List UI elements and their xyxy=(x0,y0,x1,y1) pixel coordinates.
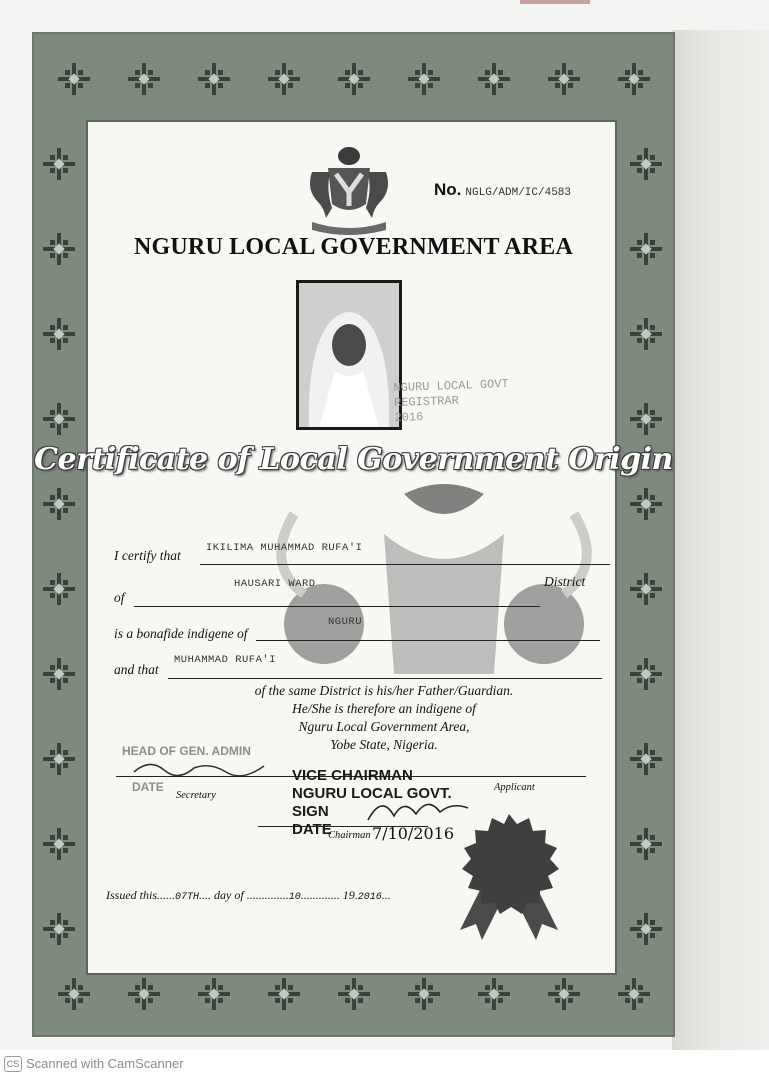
photo-stamp-line: 2016 xyxy=(394,410,424,425)
day-of-label: day of xyxy=(214,888,244,902)
certificate-title: Certificate of Local Government Origin xyxy=(34,442,673,477)
guardian-sentence: of the same District is his/her Father/Guardian. xyxy=(254,683,514,698)
therefore-line-2: Nguru Local Government Area, xyxy=(298,719,470,734)
guardian-name: MUHAMMAD RUFA'I xyxy=(174,654,277,666)
scan-background xyxy=(672,30,769,1050)
district-label: District xyxy=(544,574,586,589)
applicant-label: Applicant xyxy=(494,782,535,793)
photo-stamp-line: REGISTRAR xyxy=(393,393,460,411)
of-label: of xyxy=(114,590,125,605)
certificate-document xyxy=(32,32,675,1037)
vice-chairman-stamp-line: NGURU LOCAL GOVT. xyxy=(292,785,452,802)
applicant-photo xyxy=(296,280,402,430)
therefore-line-1: He/She is therefore an indigene of xyxy=(292,701,476,716)
ward-line xyxy=(134,606,540,607)
chairman-label: Chairman xyxy=(328,830,371,841)
camscanner-logo-icon: CS xyxy=(4,1056,22,1072)
photo-stamp-line: NGURU LOCAL GOVT xyxy=(393,377,509,396)
secretary-label: Secretary xyxy=(176,790,216,801)
ward-value: HAUSARI WARD xyxy=(234,578,316,590)
certify-label: I certify that xyxy=(114,548,181,563)
indigene-value: NGURU xyxy=(328,616,363,628)
vice-chairman-stamp-line: SIGN xyxy=(292,803,329,820)
signature-date: 7/10/2016 xyxy=(372,824,455,843)
issued-line: Issued this......07TH.... day of ..............10............. 19.2016... xyxy=(106,888,391,903)
issued-label: Issued this xyxy=(106,888,157,902)
photo-stamp xyxy=(393,377,510,426)
issued-day: 07TH xyxy=(175,892,200,903)
and-that-label: and that xyxy=(114,662,159,677)
issued-year: 2016 xyxy=(357,892,382,903)
certificate-number xyxy=(434,180,571,200)
certificate-number-label: No. xyxy=(434,180,462,199)
vice-chairman-stamp-line: DATE xyxy=(292,821,332,838)
scan-edge-mark xyxy=(520,0,590,4)
issued-month: 10 xyxy=(288,892,301,903)
scanner-watermark-text: Scanned with CamScanner xyxy=(26,1056,184,1071)
secretary-stamp-date: DATE xyxy=(132,780,164,794)
secretary-stamp-title: HEAD OF GEN. ADMIN xyxy=(122,744,251,758)
therefore-line-3: Yobe State, Nigeria. xyxy=(330,737,438,752)
year-prefix: 19 xyxy=(342,888,355,902)
authority-title: NGURU LOCAL GOVERNMENT AREA xyxy=(133,234,573,260)
indigene-line xyxy=(256,640,600,641)
guardian-line xyxy=(168,678,602,679)
certificate-number-value: NGLG/ADM/IC/4583 xyxy=(465,187,572,199)
official-seal-icon xyxy=(454,812,564,942)
indigene-label: is a bonafide indigene of xyxy=(114,626,248,641)
vice-chairman-stamp-line: VICE CHAIRMAN xyxy=(292,767,413,784)
applicant-name: IKILIMA MUHAMMAD RUFA'I xyxy=(206,542,363,554)
certify-line xyxy=(200,564,610,565)
applicant-portrait-icon xyxy=(299,283,399,427)
coat-of-arms-icon xyxy=(304,142,394,238)
